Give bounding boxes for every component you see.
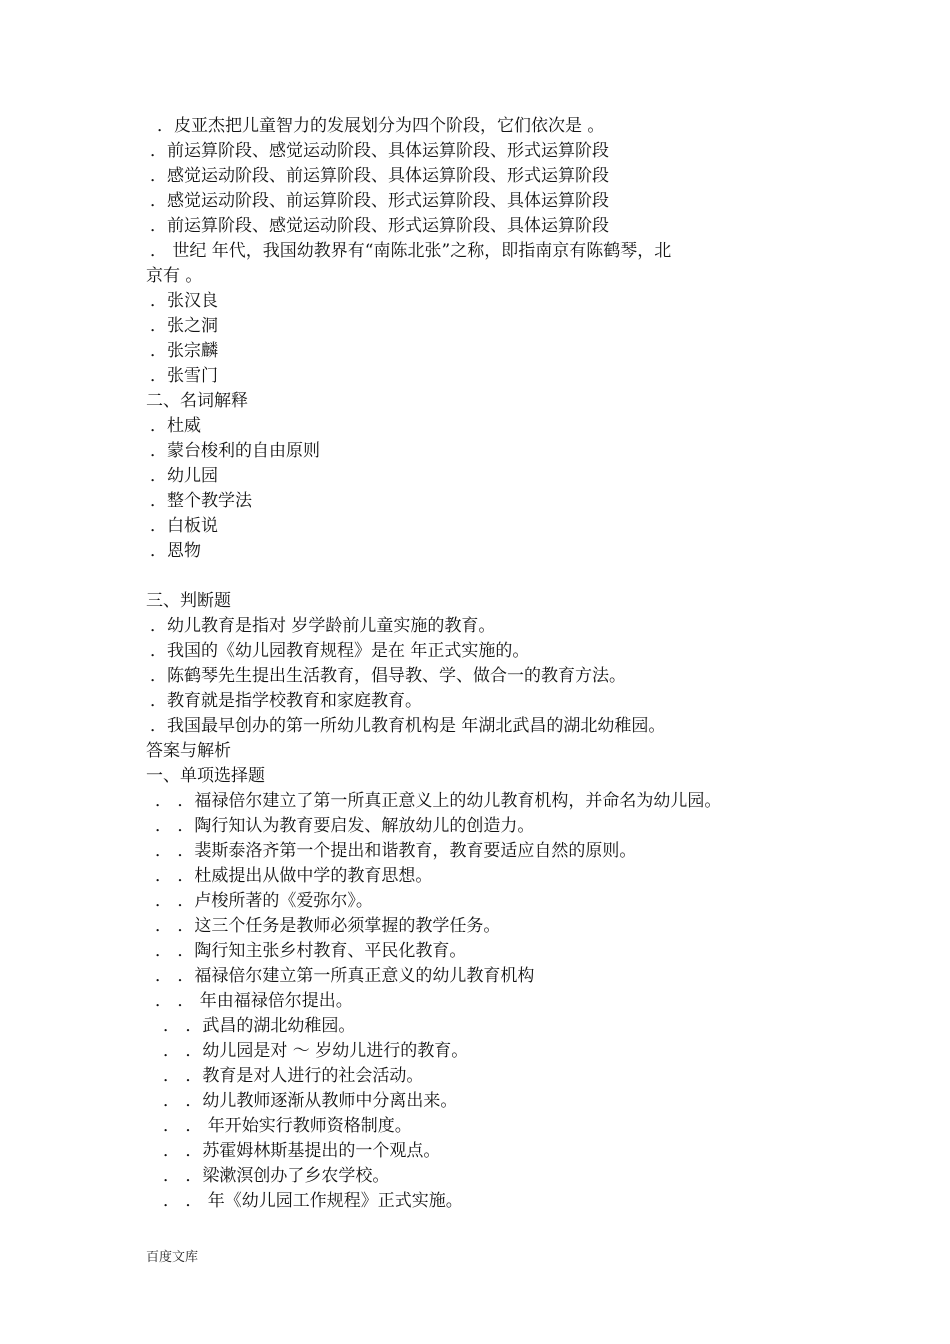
- judgement-item: ．教育就是指学校教育和家庭教育。: [150, 691, 422, 711]
- answer-item: ． ．教育是对人进行的社会活动。: [163, 1066, 424, 1086]
- answer-item: ． ．苏霍姆林斯基提出的一个观点。: [163, 1141, 441, 1161]
- term-item: ．杜威: [150, 416, 201, 436]
- answer-item: ． ．武昌的湖北幼稚园。: [163, 1016, 356, 1036]
- judgement-item: ．陈鹤琴先生提出生活教育，倡导教、学、做合一的教育方法。: [150, 666, 626, 686]
- page-footer: 百度文库: [146, 1250, 199, 1265]
- option-text: ．感觉运动阶段、前运算阶段、具体运算阶段、形式运算阶段: [150, 166, 609, 186]
- term-item: ．蒙台梭利的自由原则: [150, 441, 320, 461]
- answer-item: ． ．这三个任务是教师必须掌握的教学任务。: [155, 916, 501, 936]
- judgement-item: ．幼儿教育是指对 岁学龄前儿童实施的教育。: [150, 616, 496, 636]
- answer-item: ． ．福禄倍尔建立了第一所真正意义上的幼儿教育机构，并命名为幼儿园。: [155, 791, 722, 811]
- answer-item: ． ． 年《幼儿园工作规程》正式实施。: [163, 1191, 463, 1211]
- judgement-item: ．我国最早创办的第一所幼儿教育机构是 年湖北武昌的湖北幼稚园。: [150, 716, 666, 736]
- answer-item: ． ．幼儿园是对 ～ 岁幼儿进行的教育。: [163, 1041, 469, 1061]
- answer-item: ． ．卢梭所著的《爱弥尔》。: [155, 891, 373, 911]
- section-heading: 三、判断题: [146, 591, 231, 611]
- answer-item: ． ．杜威提出从做中学的教育思想。: [155, 866, 433, 886]
- answer-item: ． ． 年由福禄倍尔提出。: [155, 991, 353, 1011]
- option-text: ．张雪门: [150, 366, 218, 386]
- section-heading: 二、名词解释: [146, 391, 248, 411]
- option-text: ．前运算阶段、感觉运动阶段、具体运算阶段、形式运算阶段: [150, 141, 609, 161]
- section-heading: 答案与解析: [146, 741, 231, 761]
- term-item: ．白板说: [150, 516, 218, 536]
- section-heading: 一、单项选择题: [146, 766, 265, 786]
- answer-item: ． ．幼儿教师逐渐从教师中分离出来。: [163, 1091, 458, 1111]
- term-item: ．幼儿园: [150, 466, 218, 486]
- answer-item: ． ．福禄倍尔建立第一所真正意义的幼儿教育机构: [155, 966, 535, 986]
- answer-item: ． ．陶行知认为教育要启发、解放幼儿的创造力。: [155, 816, 535, 836]
- option-text: ．前运算阶段、感觉运动阶段、形式运算阶段、具体运算阶段: [150, 216, 609, 236]
- term-item: ．恩物: [150, 541, 201, 561]
- question-text-continued: 京有 。: [146, 266, 203, 286]
- term-item: ．整个教学法: [150, 491, 252, 511]
- option-text: ．张宗麟: [150, 341, 218, 361]
- answer-item: ． ． 年开始实行教师资格制度。: [163, 1116, 412, 1136]
- option-text: ．感觉运动阶段、前运算阶段、形式运算阶段、具体运算阶段: [150, 191, 609, 211]
- question-text: ． 世纪 年代，我国幼教界有“南陈北张”之称，即指南京有陈鹤琴，北: [150, 241, 672, 261]
- answer-item: ． ．陶行知主张乡村教育、平民化教育。: [155, 941, 467, 961]
- question-text: ．皮亚杰把儿童智力的发展划分为四个阶段，它们依次是 。: [157, 116, 605, 136]
- answer-item: ． ．梁漱溟创办了乡农学校。: [163, 1166, 390, 1186]
- option-text: ．张之洞: [150, 316, 218, 336]
- answer-item: ． ．裴斯泰洛齐第一个提出和谐教育，教育要适应自然的原则。: [155, 841, 637, 861]
- option-text: ．张汉良: [150, 291, 218, 311]
- judgement-item: ．我国的《幼儿园教育规程》是在 年正式实施的。: [150, 641, 530, 661]
